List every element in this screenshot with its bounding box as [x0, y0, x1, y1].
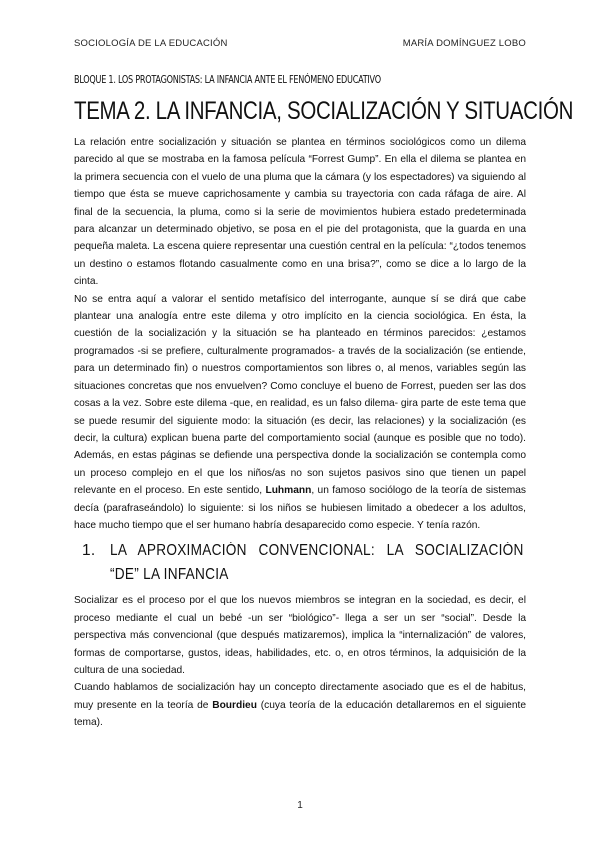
- paragraph-text: Cuando hablamos de socialización hay un concepto directamente asociado que es el de habitus, muy presente en la teoría de: [74, 682, 526, 711]
- section-number: 1.: [82, 542, 96, 560]
- paragraph-text: (cuya teoría de la educación detallaremos en el siguiente tema).: [74, 699, 526, 729]
- section-heading: [74, 539, 526, 587]
- running-header: [74, 38, 526, 49]
- paragraph-intro: La relación entre socialización y situación se plantea en términos sociológicos como un dilema parecido al que se mostraba en la famosa película “Forrest Gump”. En ella el dilema se plantea en la primera secuencia con el vuelo de una pluma que la cámara (y los espectadores) va siguiendo al tiempo que ésta se mueve caprichosamente y cambia su trayectoria con cada ráfaga de aire. Al final de la secuencia, la pluma, como si la serie de movimientos hubiera estado predeterminada para alcanzar un determinado objetivo, se posa en el pie del protagonista, que la guarda en una pequeña maleta. La escena quiere representar una cuestión central en la película: “¿todos tenemos un destino o estamos flotando casualmente como en una brisa?”, como se dice a lo largo de la cinta.: [74, 137, 526, 288]
- author-name-bourdieu: Bourdieu: [212, 699, 257, 711]
- page-number: 1: [297, 800, 303, 811]
- paragraph-habitus: [74, 679, 526, 731]
- block-label: BLOQUE 1. LOS PROTAGONISTAS: LA INFANCIA ANTE EL FENÓMENO EDUCATIVO: [74, 74, 381, 86]
- page-title: TEMA 2. LA INFANCIA, SOCIALIZACIÓN Y SITUACIÓN: [74, 97, 574, 125]
- section-title: LA APROXIMACIÓN CONVENCIONAL: LA SOCIALIZACIÓN “DE” LA INFANCIA: [110, 542, 524, 584]
- header-course-name: SOCIOLOGÍA DE LA EDUCACIÓN: [74, 38, 228, 49]
- paragraph-text: , un famoso sociólogo de la teoría de sistemas decía (parafraseándolo) lo siguiente: si los niños se hubiesen limitado a obedecer a los adultos, hace mucho tiempo que el ser humano habría desaparecido como especie. Y tenía razón.: [74, 485, 526, 531]
- document-body: [74, 134, 526, 732]
- paragraph-definition: Socializar es el proceso por el que los nuevos miembros se integran en la sociedad, es decir, el proceso mediante el cual un bebé -un ser “biológico”- llega a ser un ser “social”. Desde la perspectiva más convencional (que después matizaremos), implica la “internalización” de valores, formas de comportarse, gustos, ideas, habilidades, etc. o, en otros términos, la adquisición de la cultura de una sociedad.: [74, 595, 526, 676]
- header-author-name: MARÍA DOMÍNGUEZ LOBO: [402, 38, 526, 49]
- paragraph-text: No se entra aquí a valorar el sentido metafísico del interrogante, aunque sí se dirá que cabe plantear una analogía entre este dilema y otro implícito en la ciencia sociológica. En ésta, la cuestión de la socialización y la situación se ha planteado en términos parecidos: ¿estamos programados -si se prefiere, culturalmente programados- a través de la socialización (se entiende, para un determinado fin) o nuestros comportamientos son libres o, al menos, variables según las situaciones concretas que nos envuelven? Como concluye el bueno de Forrest, pueden ser las dos cosas a la vez. Sobre este dilema -que, en realidad, es un falso dilema- gira parte de este tema que se puede resumir del siguiente modo: la situación (es decir, las relaciones) y la socialización (es decir, la cultura) explican buena parte del comportamiento social (aunque es posible que no todo). Además, en estas páginas se defiende una perspectiva donde la socialización se contempla como un proceso complejo en el que los niños/as no son sujetos pasivos sino que tienen un papel relevante en el proceso. En este sentido,: [74, 293, 526, 497]
- author-name-luhmann: Luhmann: [265, 485, 312, 497]
- paragraph-socialization-dilemma: [74, 291, 526, 535]
